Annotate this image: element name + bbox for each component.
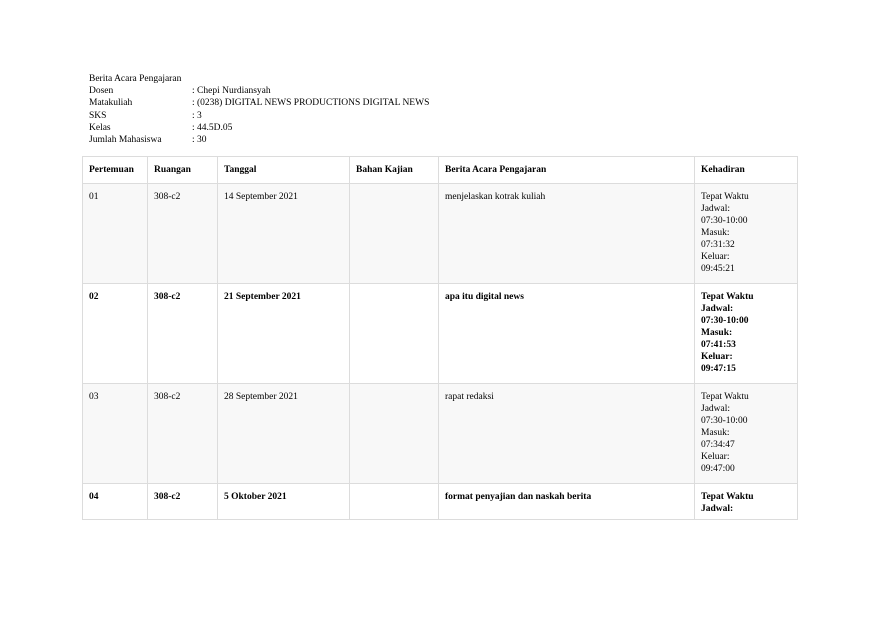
cell-bahan-kajian (350, 484, 439, 520)
kehadiran-line: 09:47:00 (701, 464, 735, 474)
column-header: Bahan Kajian (350, 157, 439, 184)
table-row (83, 184, 798, 284)
cell-ruangan: 308-c2 (148, 484, 218, 520)
cell-ruangan: 308-c2 (148, 284, 218, 384)
table-row (83, 284, 798, 384)
field-value: : 3 (192, 110, 202, 121)
kehadiran-line: Tepat Waktu (701, 492, 754, 502)
cell-pertemuan: 01 (83, 184, 148, 284)
kehadiran-line: 07:34:47 (701, 440, 735, 450)
column-header: Kehadiran (695, 157, 798, 184)
cell-kehadiran (695, 484, 798, 520)
field-value: : 44.5D.05 (192, 122, 233, 133)
field-label: Matakuliah (89, 98, 133, 109)
cell-pertemuan: 04 (83, 484, 148, 520)
kehadiran-line: Jadwal: (701, 304, 734, 314)
kehadiran-line: Tepat Waktu (701, 392, 749, 402)
table-row (83, 484, 798, 520)
column-header: Ruangan (148, 157, 218, 184)
field-sks (89, 110, 429, 122)
cell-pertemuan: 03 (83, 384, 148, 484)
cell-bahan-kajian (350, 184, 439, 284)
cell-pertemuan: 02 (83, 284, 148, 384)
kehadiran-line: Keluar: (701, 452, 730, 462)
kehadiran-line: Jadwal: (701, 504, 734, 514)
field-label: SKS (89, 110, 107, 121)
cell-tanggal: 21 September 2021 (218, 284, 350, 384)
kehadiran-line: Masuk: (701, 428, 730, 438)
kehadiran-line: 07:30-10:00 (701, 416, 748, 426)
field-matakuliah (89, 97, 429, 109)
kehadiran-line: Keluar: (701, 352, 733, 362)
kehadiran-line: Tepat Waktu (701, 292, 754, 302)
column-header: Berita Acara Pengajaran (439, 157, 695, 184)
cell-berita-acara: format penyajian dan naskah berita (439, 484, 695, 520)
table-row (83, 384, 798, 484)
kehadiran-line: Keluar: (701, 252, 730, 262)
kehadiran-line: Masuk: (701, 228, 730, 238)
kehadiran-line: Jadwal: (701, 204, 731, 214)
cell-ruangan: 308-c2 (148, 384, 218, 484)
field-value: : 30 (192, 135, 207, 146)
kehadiran-line: 09:47:15 (701, 364, 736, 374)
cell-berita-acara: apa itu digital news (439, 284, 695, 384)
kehadiran-line: 07:30-10:00 (701, 216, 748, 226)
table-header-row (83, 157, 798, 184)
cell-tanggal: 14 September 2021 (218, 184, 350, 284)
field-label: Dosen (89, 86, 114, 97)
field-kelas (89, 122, 429, 134)
kehadiran-line: 07:31:32 (701, 240, 735, 250)
field-label: Kelas (89, 122, 111, 133)
document-title: Berita Acara Pengajaran (89, 74, 182, 84)
field-jumlah-mahasiswa (89, 134, 429, 146)
kehadiran-line: Masuk: (701, 328, 733, 338)
kehadiran-line: 07:30-10:00 (701, 316, 749, 326)
cell-berita-acara: menjelaskan kotrak kuliah (439, 184, 695, 284)
cell-berita-acara: rapat redaksi (439, 384, 695, 484)
cell-bahan-kajian (350, 284, 439, 384)
field-value: : Chepi Nurdiansyah (192, 86, 271, 97)
kehadiran-line: 07:41:53 (701, 340, 736, 350)
field-label: Jumlah Mahasiswa (89, 135, 162, 146)
cell-kehadiran (695, 384, 798, 484)
cell-kehadiran (695, 284, 798, 384)
cell-ruangan: 308-c2 (148, 184, 218, 284)
kehadiran-line: Tepat Waktu (701, 192, 749, 202)
document-header (89, 73, 429, 146)
cell-tanggal: 28 September 2021 (218, 384, 350, 484)
column-header: Pertemuan (83, 157, 148, 184)
cell-tanggal: 5 Oktober 2021 (218, 484, 350, 520)
kehadiran-line: Jadwal: (701, 404, 731, 414)
kehadiran-line: 09:45:21 (701, 264, 735, 274)
field-dosen (89, 85, 429, 97)
cell-bahan-kajian (350, 384, 439, 484)
field-value: : (0238) DIGITAL NEWS PRODUCTIONS DIGITAL NEWS (192, 98, 430, 109)
attendance-table (82, 156, 798, 520)
cell-kehadiran (695, 184, 798, 284)
column-header: Tanggal (218, 157, 350, 184)
